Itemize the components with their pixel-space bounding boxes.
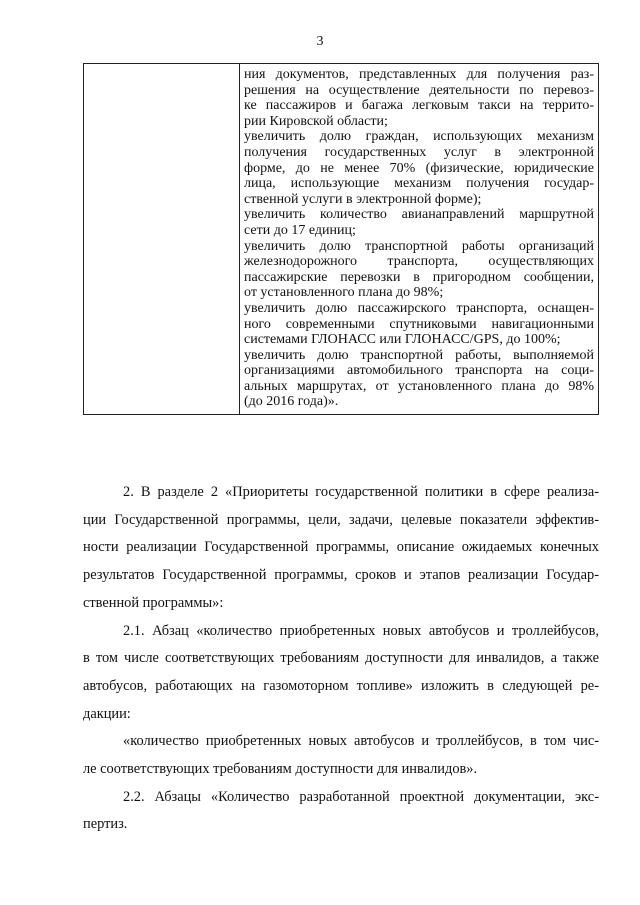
table-text-line: лица, использующие механизм получения государ-: [244, 176, 594, 192]
table-text-line: увеличить количество авианаправлений маршрутной: [244, 207, 594, 223]
paragraph-line: 2. В разделе 2 «Приоритеты государственной политики в сфере реализа-: [123, 484, 599, 500]
table-text-line: увеличить долю пассажирского транспорта, оснащен-: [244, 300, 594, 316]
paragraph-2-1: [83, 618, 599, 729]
table-text-line: системами ГЛОНАСС или ГЛОНАСС/GPS, до 100%;: [244, 332, 561, 348]
table-text-line: железнодорожного транспорта, осуществляющих: [244, 254, 594, 270]
continuation-table: [83, 63, 599, 415]
table-row: [84, 64, 599, 415]
table-text-line: решения на осуществление деятельности по перевоз-: [244, 82, 594, 98]
paragraph-line: ности реализации Государственной программы, описание ожидаемых конечных: [83, 539, 599, 556]
table-text-line: форме, до не менее 70% (физические, юридические: [244, 160, 594, 176]
paragraph-line: ственной программы»:: [83, 594, 224, 611]
paragraph-line: автобусов, работающих на газомоторном топливе» изложить в следующей ре-: [83, 677, 599, 694]
paragraph-line: ции Государственной программы, цели, задачи, целевые показатели эффектив-: [83, 511, 599, 528]
paragraph-line: 2.1. Абзац «количество приобретенных новых автобусов и троллейбусов,: [123, 622, 599, 639]
table-text-line: увеличить долю транспортной работы организаций: [244, 238, 594, 254]
paragraph-line: ле соответствующих требованиям доступности для инвалидов».: [83, 761, 478, 778]
paragraph-line: результатов Государственной программы, сроков и этапов реализации Государ-: [83, 567, 599, 584]
paragraph-line: дакции:: [83, 705, 131, 722]
table-text-line: увеличить долю граждан, использующих механизм: [244, 129, 594, 145]
table-text-line: ственной услуги в электронной форме);: [244, 191, 482, 207]
paragraph-2-2: [83, 784, 599, 839]
table-text-line: от установленного плана до 98%;: [244, 285, 444, 301]
table-text-line: увеличить долю транспортной работы, выполняемой: [244, 347, 594, 363]
paragraph-line: «количество приобретенных новых автобусов и троллейбусов, в том чис-: [123, 733, 599, 750]
table-text-line: (до 2016 года)».: [244, 394, 339, 410]
table-text-line: получения государственных услуг в электронной: [244, 144, 594, 160]
table-text-line: ния документов, представленных для получения раз-: [244, 67, 594, 82]
paragraph-line: пертиз.: [83, 816, 128, 833]
paragraph-section-2-heading: [83, 479, 599, 618]
paragraph-new-wording: [83, 728, 599, 783]
page-number: 3: [316, 34, 324, 49]
table-text-line: пассажирские перевозки в пригородном сообщении,: [244, 269, 594, 285]
table-text-line: альных маршрутах, от установленного плана до 98%: [244, 378, 594, 394]
table-text-line: сети до 17 единиц;: [244, 222, 356, 238]
table-text-line: ке пассажиров и багажа легковым такси на террито-: [244, 98, 594, 114]
paragraph-line: в том числе соответствующих требованиям доступности для инвалидов, а также: [83, 650, 599, 667]
table-right-cell: [240, 64, 599, 415]
table-text-line: организациями автомобильного транспорта на соци-: [244, 363, 594, 379]
table-left-cell: [84, 64, 240, 415]
section-2-body: [83, 479, 599, 839]
table-text-line: ного современными спутниковыми навигационными: [244, 316, 594, 332]
table-text-line: рии Кировской области;: [244, 113, 388, 129]
paragraph-line: 2.2. Абзацы «Количество разработанной проектной документации, экс-: [123, 788, 599, 805]
